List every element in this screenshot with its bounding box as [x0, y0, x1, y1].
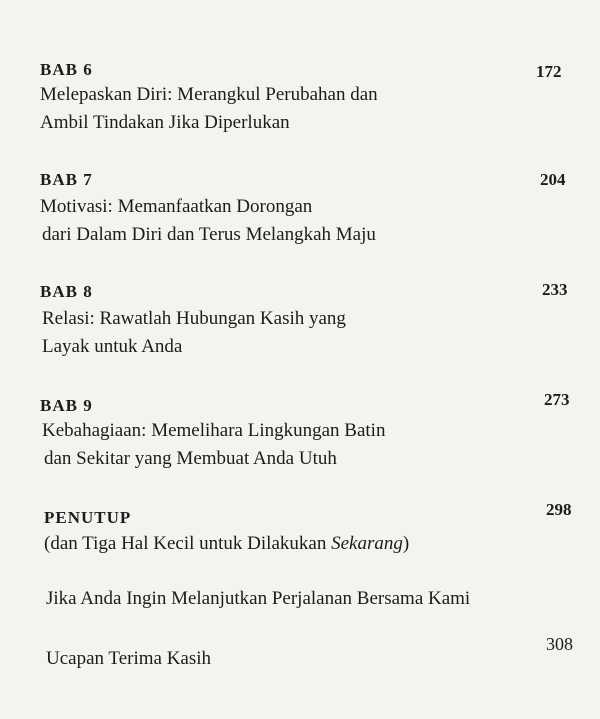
chapter-page-number: 204: [540, 170, 566, 189]
closing-subtitle-italic: Sekarang: [331, 533, 403, 554]
chapter-title-line: Relasi: Rawatlah Hubungan Kasih yang: [42, 308, 346, 329]
chapter-title-line: Motivasi: Memanfaatkan Dorongan: [40, 196, 313, 217]
chapter-title-line: Layak untuk Anda: [42, 336, 183, 357]
closing-heading: PENUTUP: [44, 508, 132, 527]
chapter-heading: BAB 7: [40, 170, 93, 189]
chapter-heading: BAB 6: [40, 60, 93, 79]
acknowledgements-title: Ucapan Terima Kasih: [46, 648, 212, 669]
chapter-page-number: 172: [536, 62, 562, 81]
chapter-heading: BAB 8: [40, 282, 93, 301]
chapter-page-number: 233: [542, 280, 568, 299]
closing-subtitle-text: (dan Tiga Hal Kecil untuk Dilakukan: [44, 533, 332, 554]
toc-entry-continue-journey: Jika Anda Ingin Melanjutkan Perjalanan Bersama Kami: [46, 588, 471, 609]
chapter-title-line: Kebahagiaan: Memelihara Lingkungan Batin: [42, 420, 386, 441]
chapter-title-line: dari Dalam Diri dan Terus Melangkah Maju: [42, 224, 376, 245]
chapter-heading: BAB 9: [40, 396, 93, 415]
chapter-page-number: 273: [544, 390, 570, 409]
chapter-title-line: dan Sekitar yang Membuat Anda Utuh: [44, 448, 337, 469]
closing-subtitle-end: ): [402, 533, 410, 554]
closing-subtitle: [44, 533, 409, 555]
closing-page-number: 298: [546, 500, 572, 519]
chapter-title-line: Melepaskan Diri: Merangkul Perubahan dan: [40, 84, 378, 105]
chapter-title-line: Ambil Tindakan Jika Diperlukan: [40, 112, 290, 133]
acknowledgements-page-number: 308: [546, 634, 573, 654]
